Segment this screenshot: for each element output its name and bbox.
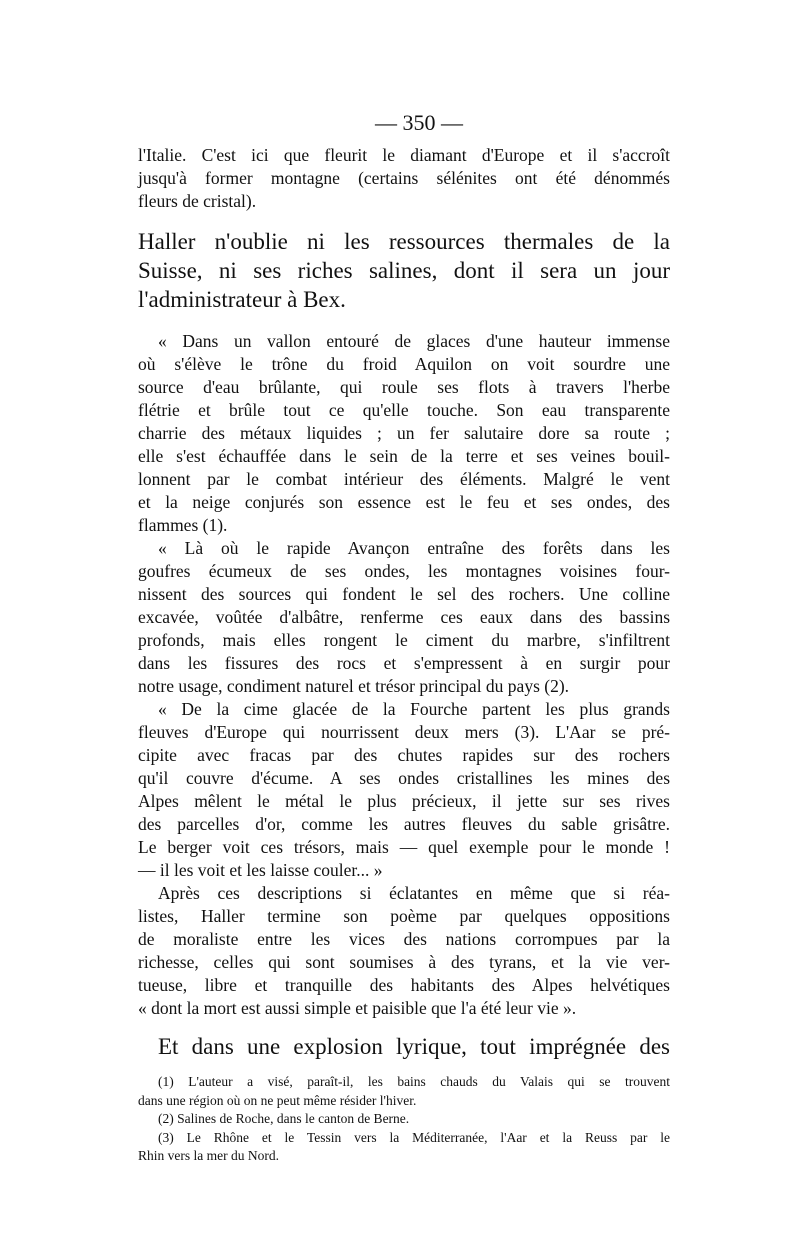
paragraph-intro — [138, 144, 670, 213]
footnote-1 — [138, 1073, 670, 1110]
text-line: Le berger voit ces trésors, mais — quel exemple pour le monde ! — [138, 837, 670, 857]
text-line: où s'élève le trône du froid Aquilon on voit sourdre une — [138, 354, 670, 374]
book-page — [138, 108, 670, 1166]
page-number: — 350 — — [375, 110, 463, 135]
text-line: elle s'est échauffée dans le sein de la terre et ses veines bouil- — [138, 446, 670, 466]
text-line: « De la cime glacée de la Fourche partent les plus grands — [158, 699, 670, 719]
text-line: Alpes mêlent le métal le plus précieux, il jette sur ses rives — [138, 791, 670, 811]
text-line: fleuves d'Europe qui nourrissent deux mers (3). L'Aar se pré- — [138, 722, 670, 742]
text-line: excavée, voûtée d'albâtre, renferme ces eaux dans des bassins — [138, 607, 670, 627]
text-line: qu'il couvre d'écume. A ses ondes cristallines les mines des — [138, 768, 670, 788]
text-line: listes, Haller termine son poème par quelques oppositions — [138, 906, 670, 926]
text-line: « dont la mort est aussi simple et paisible que l'a été leur vie ». — [138, 998, 577, 1018]
footnote-line: (1) L'auteur a visé, paraît-il, les bains chauds du Valais qui se trouvent — [158, 1074, 670, 1089]
text-line: fleurs de cristal). — [138, 191, 257, 211]
text-line: « Dans un vallon entouré de glaces d'une hauteur immense — [158, 331, 670, 351]
text-line: tueuse, libre et tranquille des habitants des Alpes helvétiques — [138, 975, 670, 995]
footnote-line: Rhin vers la mer du Nord. — [138, 1148, 279, 1163]
text-line: Suisse, ni ses riches salines, dont il sera un jour — [138, 258, 670, 283]
text-line: des parcelles d'or, comme les autres fleuves du sable grisâtre. — [138, 814, 670, 834]
footnote-line: (2) Salines de Roche, dans le canton de Berne. — [158, 1111, 410, 1126]
text-line: flétrie et brûle tout ce qu'elle touche. Son eau transparente — [138, 400, 670, 420]
text-line: charrie des métaux liquides ; un fer salutaire dore sa route ; — [138, 423, 670, 443]
quote-vallon — [138, 330, 670, 537]
text-line: jusqu'à former montagne (certains sélénites ont été dénommés — [138, 168, 670, 188]
footnote-line: (3) Le Rhône et le Tessin vers la Méditerranée, l'Aar et la Reuss par le — [158, 1129, 670, 1145]
footnote-3 — [138, 1129, 670, 1166]
text-line: l'administrateur à Bex. — [138, 287, 346, 312]
text-line: « Là où le rapide Avançon entraîne des forêts dans les — [158, 538, 670, 558]
text-line: Et dans une explosion lyrique, tout imprégnée des — [158, 1034, 670, 1059]
text-line: l'Italie. C'est ici que fleurit le diamant d'Europe et il s'accroît — [138, 145, 670, 165]
text-line: Après ces descriptions si éclatantes en même que si réa- — [158, 883, 670, 903]
footnote-line: dans une région où on ne peut même résider l'hiver. — [138, 1092, 417, 1108]
paragraph-haller-thermal — [138, 227, 670, 314]
text-line: nissent des sources qui fondent le sel des rochers. Une colline — [138, 584, 670, 604]
footnotes — [138, 1073, 670, 1166]
text-line: et la neige conjurés son essence est le feu et ses ondes, des — [138, 492, 670, 512]
text-line: notre usage, condiment naturel et trésor principal du pays (2). — [138, 676, 570, 696]
text-line: cipite avec fracas par des chutes rapides sur des rochers — [138, 745, 670, 765]
text-line: lonnent par le combat intérieur des éléments. Malgré le vent — [138, 469, 670, 489]
quote-avancon — [138, 537, 670, 698]
text-line: goufres écumeux de ses ondes, les montagnes voisines four- — [138, 561, 670, 581]
text-line: dans les fissures des rocs et s'empressent à en surgir pour — [138, 653, 670, 673]
quote-fourche — [138, 698, 670, 882]
text-line: profonds, mais elles rongent le ciment du marbre, s'infiltrent — [138, 630, 670, 650]
paragraph-lyric — [138, 1032, 670, 1061]
text-line: flammes (1). — [138, 515, 228, 535]
text-line: — il les voit et les laisse couler... » — [138, 860, 383, 880]
footnote-2 — [138, 1110, 670, 1129]
text-line: de moraliste entre les vices des nations corrompues par la — [138, 929, 670, 949]
paragraph-conclusion — [138, 882, 670, 1020]
text-line: richesse, celles qui sont soumises à des tyrans, et la vie ver- — [138, 952, 670, 972]
text-line: Haller n'oublie ni les ressources thermales de la — [138, 229, 670, 254]
text-line: source d'eau brûlante, qui roule ses flots à travers l'herbe — [138, 377, 670, 397]
